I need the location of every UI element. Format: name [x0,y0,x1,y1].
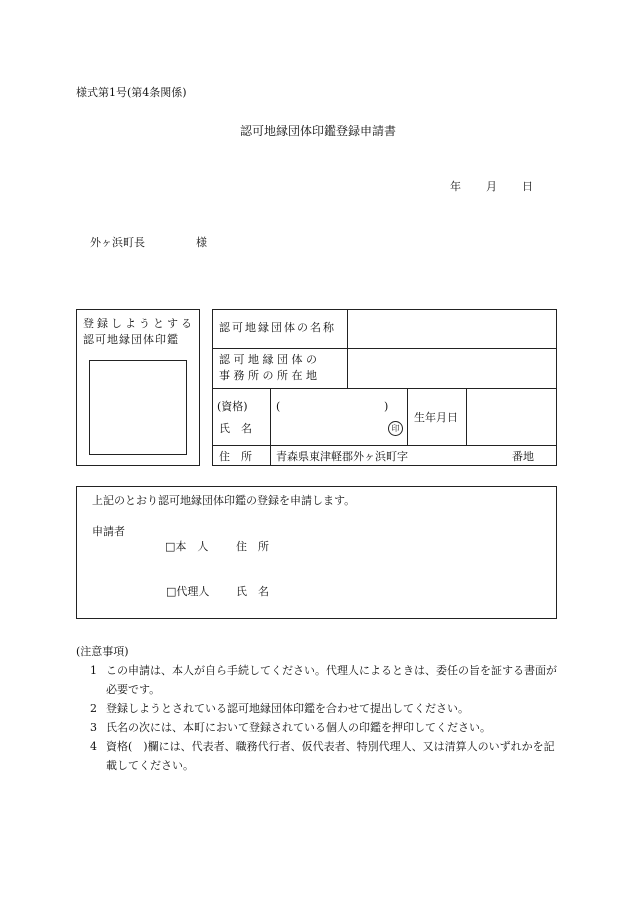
representative-name-label: 氏 名 [219,422,252,435]
seal-mark-icon: 印 [388,421,403,436]
page-title: 認可地縁団体印鑑登録申請書 [240,124,397,138]
table-divider [270,388,271,466]
note-number: 4 [90,740,97,753]
birthdate-label: 生年月日 [414,411,458,424]
qualification-label: (資格) [217,400,248,413]
table-divider [212,348,557,349]
form-number: 様式第1号(第4条関係) [76,86,187,99]
applicant-address-label: 住 所 [236,540,269,553]
office-address-field[interactable] [350,350,555,386]
table-divider [212,388,557,389]
qualification-paren-open: ( [276,400,281,413]
note-number: 1 [90,664,97,677]
note-text: 資格( )欄には、代表者、職務代行者、仮代表者、特別代理人、又は清算人のいずれかを記載してください。 [106,740,555,772]
notes-section [78,642,563,775]
qualification-field[interactable] [282,398,380,414]
agent-checkbox[interactable]: □代理人 [166,585,210,598]
seal-box-caption-line2: 認可地縁団体印鑑 [83,333,179,346]
org-name-label: 認可地縁団体の名称 [219,321,336,334]
representative-name-field[interactable] [276,420,386,438]
note-text: 氏名の次には、本町において登録されている個人の印鑑を押印してください。 [106,721,491,734]
note-item [78,737,563,775]
note-number: 2 [90,702,97,715]
self-checkbox[interactable]: □本 人 [165,540,209,553]
qualification-paren-close: ) [384,400,389,413]
note-text: 登録しようとされている認可地縁団体印鑑を合わせて提出してください。 [106,702,469,715]
table-divider [347,309,348,388]
note-item [78,718,563,737]
note-item [78,699,563,718]
date-month-label: 月 [486,180,497,193]
office-address-label-line2: 事 務 所 の 所 在 地 [219,369,317,382]
representative-address-value: 青森県東津軽郡外ヶ浜町字 [276,450,408,463]
notes-heading: (注意事項) [76,645,129,658]
table-divider [466,388,467,445]
addressee: 外ヶ浜町長 [90,236,145,249]
office-address-label-line1: 認 可 地 縁 団 体 の [219,353,317,366]
banchi-label: 番地 [512,450,534,463]
note-number: 3 [90,721,97,734]
representative-address-label: 住 所 [219,450,252,463]
applicant-label: 申請者 [92,525,125,538]
application-statement: 上記のとおり認可地縁団体印鑑の登録を申請します。 [92,494,356,507]
table-divider [212,445,557,446]
seal-box-caption-line1: 登録しようとする [83,317,195,330]
table-divider [407,388,408,445]
seal-impression-area[interactable] [89,360,187,455]
note-item [78,661,563,699]
org-name-field[interactable] [350,311,555,346]
date-day-label: 日 [522,180,533,193]
note-text: この申請は、本人が自ら手続してください。代理人によるときは、委任の旨を証する書面が必要です。 [106,664,557,696]
honorific: 様 [196,236,207,249]
birthdate-field[interactable] [469,391,555,443]
date-year-label: 年 [450,180,461,193]
applicant-name-label: 氏 名 [236,585,269,598]
